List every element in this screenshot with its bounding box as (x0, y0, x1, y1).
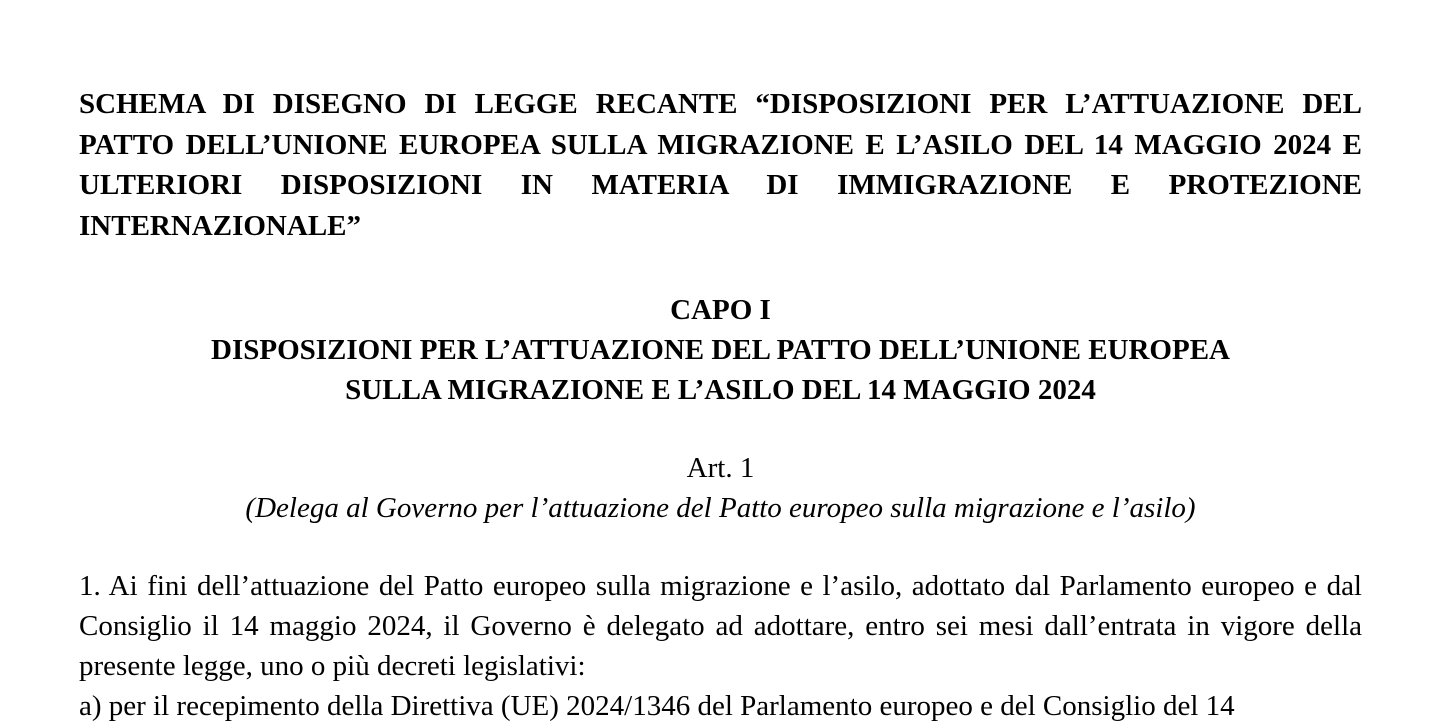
document-page (79, 84, 1362, 726)
paragraph-1: 1. Ai fini dell’attuazione del Patto europeo sulla migrazione e l’asilo, adottato dal Parlamento europeo e dal Consiglio il 14 maggio 2024, il Governo è delegato ad adottare, entro sei mesi dall’entrata in vigore della presente legge, uno o più decreti legislativi: (79, 570, 1362, 682)
article-number: Art. 1 (686, 452, 755, 484)
capo-heading (79, 290, 1362, 410)
article-body (79, 566, 1362, 726)
capo-heading-line-1: DISPOSIZIONI PER L’ATTUAZIONE DEL PATTO DELL’UNIONE EUROPEA (211, 334, 1230, 366)
capo-number: CAPO I (670, 294, 771, 326)
article-subtitle: (Delega al Governo per l’attuazione del Patto europeo sulla migrazione e l’asilo) (245, 492, 1196, 524)
document-title: SCHEMA DI DISEGNO DI LEGGE RECANTE “DISPOSIZIONI PER L’ATTUAZIONE DEL PATTO DELL’UNIONE EUROPEA SULLA MIGRAZIONE E L’ASILO DEL 14 MAGGIO 2024 E ULTERIORI DISPOSIZIONI IN MATERIA DI IMMIGRAZIONE E PROTEZIONE INTERNAZIONALE” (79, 88, 1362, 242)
paragraph-item-a: a) per il recepimento della Direttiva (UE) 2024/1346 del Parlamento europeo e del Consiglio del 14 (79, 690, 1235, 722)
capo-heading-line-2: SULLA MIGRAZIONE E L’ASILO DEL 14 MAGGIO 2024 (345, 374, 1096, 406)
article-heading (79, 448, 1362, 528)
